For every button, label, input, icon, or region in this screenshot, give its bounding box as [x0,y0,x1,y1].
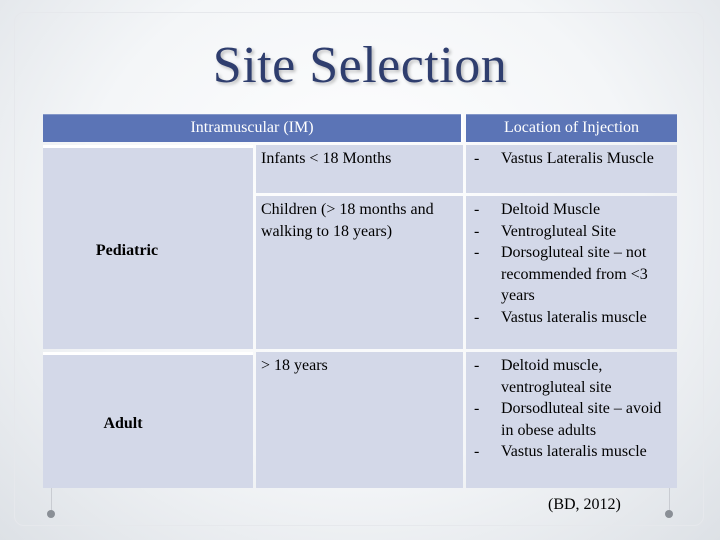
decorative-dot-left [47,510,55,518]
subgroup-children: Children (> 18 months and walking to 18 years) [256,196,463,349]
pediatric-group-cell [43,145,253,349]
location-item: - Vastus Lateralis Muscle [474,148,673,170]
locations-children [466,196,677,349]
pediatric-label: Pediatric [95,242,159,259]
subgroup-infants: Infants < 18 Months [256,145,463,193]
adult-group-cell [43,352,253,488]
location-item: - Dorsodluteal site – avoid in obese adults [474,398,673,441]
location-item: - Deltoid muscle, ventrogluteal site [474,355,673,398]
decorative-dot-right [665,510,673,518]
locations-infants [466,145,677,193]
adult-label: Adult [103,415,143,432]
location-item: - Vastus lateralis muscle [474,307,673,329]
citation: (BD, 2012) [548,496,621,513]
location-item: - Ventrogluteal Site [474,221,673,243]
location-item: - Dorsogluteal site – not recommended from <3 years [474,242,673,307]
location-item: - Deltoid Muscle [474,199,673,221]
header-location: Location of Injection [466,114,677,142]
slide-title: Site Selection [212,37,508,94]
subgroup-adults: > 18 years [256,352,463,488]
location-item: - Vastus lateralis muscle [474,441,673,463]
header-im: Intramuscular (IM) [43,114,463,142]
locations-adults [466,352,677,488]
